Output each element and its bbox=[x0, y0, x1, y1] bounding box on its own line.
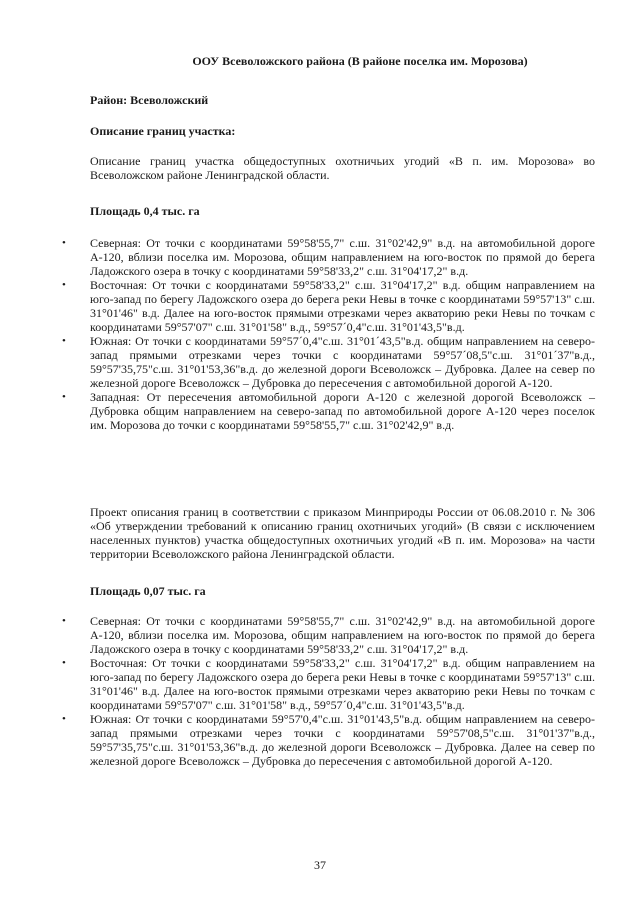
list-item bbox=[62, 334, 595, 390]
boundary-west: Западная: От пересечения автомобильной дороги А-120 с железной дорогой Всеволожск – Дубровка общим направлением на северо-запад по автомобильной дороге А-120 через поселок им. Морозова до точки с координатами 59°58'55,7" с.ш. 31°02'42,9" в.д. bbox=[90, 390, 595, 432]
boundary-north: Северная: От точки с координатами 59°58'55,7" с.ш. 31°02'42,9" в.д. на автомобильной дороге А-120, вблизи поселка им. Морозова, общим направлением на юго-восток по прямой до берега Ладожского озера в точку с координатами 59°58'33,2" с.ш. 31°04'17,2" в.д. bbox=[90, 236, 595, 278]
project-note: Проект описания границ в соответствии с приказом Минприроды России от 06.08.2010 г. № 306 «Об утверждении требований к описанию границ охотничьих угодий» (В связи с исключением населенных пунктов) участка общедоступных охотничьих угодий «В п. им. Морозова» на части территории Всеволожского района Ленинградской области. bbox=[90, 505, 595, 561]
page-number: 37 bbox=[314, 858, 326, 872]
section1-boundary-list bbox=[62, 236, 595, 432]
section2-boundary-list bbox=[62, 614, 595, 768]
bullet-icon: • bbox=[62, 279, 66, 291]
boundary-north: Северная: От точки с координатами 59°58'55,7" с.ш. 31°02'42,9" в.д. на автомобильной дороге А-120, вблизи поселка им. Морозова, общим направлением на юго-восток по прямой до берега Ладожского озера в точку с координатами 59°58'33,2" с.ш. 31°04'17,2" в.д. bbox=[90, 614, 595, 656]
bullet-icon: • bbox=[62, 657, 66, 669]
boundary-heading: Описание границ участка: bbox=[90, 124, 236, 138]
page-title: ООУ Всеволожского района (В районе поселка им. Морозова) bbox=[192, 54, 528, 68]
section1-area: Площадь 0,4 тыс. га bbox=[90, 204, 200, 218]
boundary-south: Южная: От точки с координатами 59°57'0,4"с.ш. 31°01'43,5"в.д. общим направлением на северо-запад прямыми отрезками через точки с координатами 59°57'08,5"с.ш. 31°01'37"в.д., 59°57'35,75"с.ш. 31°01'53,36"в.д. до железной дороги Всеволожск – Дубровка. Далее на север по железной дороге Всеволожск – Дубровка до пересечения с автомобильной дорогой А-120. bbox=[90, 712, 595, 768]
section2-area: Площадь 0,07 тыс. га bbox=[90, 584, 206, 598]
list-item bbox=[62, 278, 595, 334]
list-item bbox=[62, 712, 595, 768]
bullet-icon: • bbox=[62, 615, 66, 627]
list-item bbox=[62, 390, 595, 432]
list-item bbox=[62, 656, 595, 712]
bullet-icon: • bbox=[62, 335, 66, 347]
boundary-south: Южная: От точки с координатами 59°57´0,4"с.ш. 31°01´43,5"в.д. общим направлением на северо-запад прямыми отрезками через точки с координатами 59°57´08,5"с.ш. 31°01´37"в.д., 59°57'35,75"с.ш. 31°01'53,36"в.д. до железной дороги Всеволожск – Дубровка. Далее на север по железной дороге Всеволожск – Дубровка до пересечения с автомобильной дорогой А-120. bbox=[90, 334, 595, 390]
intro-paragraph: Описание границ участка общедоступных охотничьих угодий «В п. им. Морозова» во Всеволожском районе Ленинградской области. bbox=[90, 154, 595, 182]
list-item bbox=[62, 614, 595, 656]
list-item bbox=[62, 236, 595, 278]
bullet-icon: • bbox=[62, 237, 66, 249]
bullet-icon: • bbox=[62, 713, 66, 725]
district-line: Район: Всеволожский bbox=[90, 93, 209, 107]
boundary-east: Восточная: От точки с координатами 59°58'33,2" с.ш. 31°04'17,2" в.д. общим направлением на юго-запад по берегу Ладожского озера до берега реки Невы в точке с координатами 59°57'13" с.ш. 31°01'46" в.д. Далее на юго-восток прямыми отрезками через акваторию реки Невы по точкам с координатами 59°57'07" с.ш. 31°01'58" в.д., 59°57´0,4"с.ш. 31°01'43,5"в.д. bbox=[90, 278, 595, 334]
bullet-icon: • bbox=[62, 391, 66, 403]
boundary-east: Восточная: От точки с координатами 59°58'33,2" с.ш. 31°04'17,2" в.д. общим направлением на юго-запад по берегу Ладожского озера до берега реки Невы в точке с координатами 59°57'13" с.ш. 31°01'46" в.д. Далее на юго-восток прямыми отрезками через акваторию реки Невы по точкам с координатами 59°57'07" с.ш. 31°01'58" в.д., 59°57´0,4"с.ш. 31°01'43,5"в.д. bbox=[90, 656, 595, 712]
